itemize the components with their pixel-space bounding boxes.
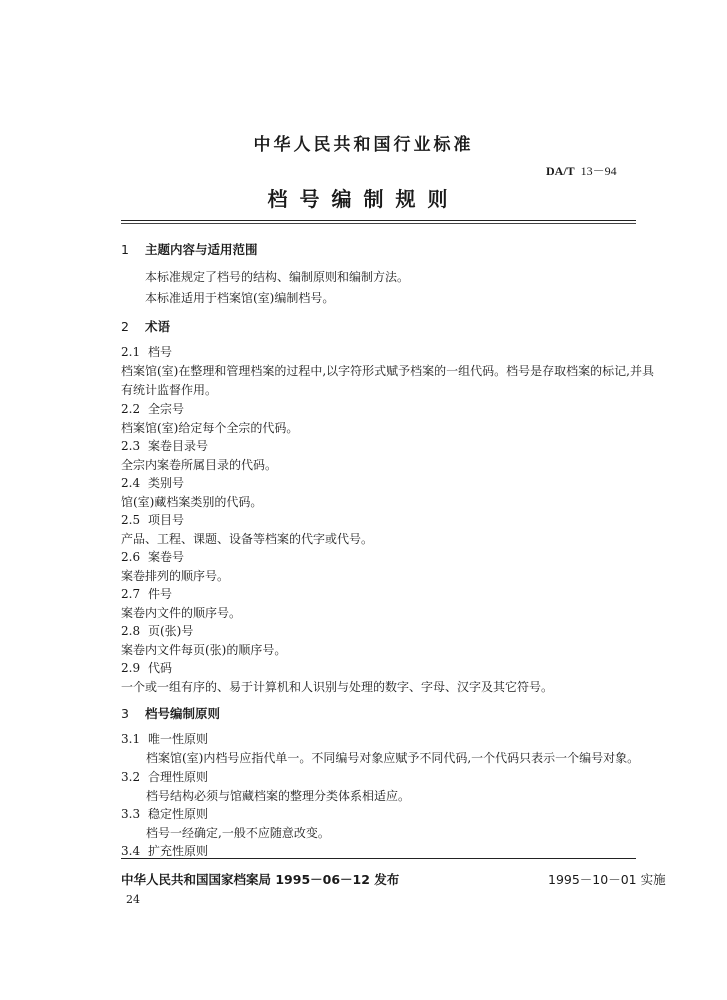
bottom-rule bbox=[121, 858, 636, 859]
principle-number: 3.4 bbox=[121, 844, 141, 858]
term-heading bbox=[121, 548, 184, 565]
term-name: 类别号 bbox=[148, 476, 185, 490]
section-number: 1 bbox=[121, 242, 129, 257]
term-number: 2.6 bbox=[121, 550, 141, 564]
principle-name: 唯一性原则 bbox=[148, 732, 209, 746]
term-number: 2.3 bbox=[121, 439, 141, 453]
principle-name: 合理性原则 bbox=[148, 770, 209, 784]
term-definition: 产品、工程、课题、设备等档案的代字或代号。 bbox=[121, 532, 374, 546]
issuer-line: 中华人民共和国国家档案局 1995－06－12 发布 bbox=[121, 872, 400, 887]
term-name: 档号 bbox=[148, 345, 173, 359]
principle-heading bbox=[121, 842, 208, 859]
term-name: 全宗号 bbox=[148, 402, 185, 416]
principle-text: 档号结构必须与馆藏档案的整理分类体系相适应。 bbox=[146, 789, 411, 803]
principle-text: 档案馆(室)内档号应指代单一。不同编号对象应赋予不同代码,一个代码只表示一个编号对象。 bbox=[146, 751, 640, 765]
term-number: 2.1 bbox=[121, 345, 141, 359]
principle-name: 扩充性原则 bbox=[148, 844, 209, 858]
term-name: 代码 bbox=[148, 661, 173, 675]
code-prefix: DA/T bbox=[546, 164, 575, 178]
term-definition: 一个或一组有序的、易于计算机和人识别与处理的数字、字母、汉字及其它符号。 bbox=[121, 680, 554, 694]
term-heading bbox=[121, 474, 184, 491]
section-heading bbox=[121, 240, 258, 258]
term-heading bbox=[121, 622, 193, 639]
term-definition: 全宗内案卷所属目录的代码。 bbox=[121, 458, 278, 472]
section-heading bbox=[121, 704, 220, 722]
paragraph: 本标准适用于档案馆(室)编制档号。 bbox=[145, 291, 335, 305]
term-heading bbox=[121, 400, 184, 417]
term-name: 项目号 bbox=[148, 513, 185, 527]
term-name: 页(张)号 bbox=[148, 624, 194, 638]
section-number: 3 bbox=[121, 706, 129, 721]
paragraph: 本标准规定了档号的结构、编制原则和编制方法。 bbox=[145, 270, 410, 284]
term-definition: 有统计监督作用。 bbox=[121, 383, 218, 397]
top-rule-thin bbox=[121, 223, 636, 224]
term-heading bbox=[121, 585, 172, 602]
top-rule bbox=[121, 220, 636, 221]
term-number: 2.2 bbox=[121, 402, 141, 416]
term-number: 2.7 bbox=[121, 587, 141, 601]
section-title: 主题内容与适用范围 bbox=[145, 242, 258, 257]
section-title: 术语 bbox=[145, 319, 171, 334]
code-number: 13－94 bbox=[580, 164, 617, 178]
term-definition: 案卷内文件的顺序号。 bbox=[121, 606, 242, 620]
term-heading bbox=[121, 437, 208, 454]
section-number: 2 bbox=[121, 319, 129, 334]
section-heading bbox=[121, 317, 170, 335]
principle-heading bbox=[121, 768, 208, 785]
term-definition: 档案馆(室)在整理和管理档案的过程中,以字符形式赋予档案的一组代码。档号是存取档案的标记,并具 bbox=[121, 364, 654, 378]
term-number: 2.4 bbox=[121, 476, 141, 490]
term-definition: 档案馆(室)给定每个全宗的代码。 bbox=[121, 421, 299, 435]
term-number: 2.9 bbox=[121, 661, 141, 675]
section-title: 档号编制原则 bbox=[145, 706, 221, 721]
term-number: 2.8 bbox=[121, 624, 141, 638]
term-definition: 案卷内文件每页(张)的顺序号。 bbox=[121, 643, 287, 657]
principle-number: 3.2 bbox=[121, 770, 141, 784]
term-heading bbox=[121, 511, 184, 528]
principle-name: 稳定性原则 bbox=[148, 807, 209, 821]
term-definition: 案卷排列的顺序号。 bbox=[121, 569, 230, 583]
effective-date: 1995－10－01 实施 bbox=[548, 872, 666, 887]
principle-text: 档号一经确定,一般不应随意改变。 bbox=[146, 826, 330, 840]
industry-standard-heading: 中华人民共和国行业标准 bbox=[253, 135, 474, 155]
term-name: 案卷目录号 bbox=[148, 439, 209, 453]
principle-number: 3.3 bbox=[121, 807, 141, 821]
standard-code bbox=[546, 162, 617, 179]
term-number: 2.5 bbox=[121, 513, 141, 527]
principle-number: 3.1 bbox=[121, 732, 141, 746]
term-heading bbox=[121, 343, 172, 360]
term-heading bbox=[121, 659, 172, 676]
principle-heading bbox=[121, 805, 208, 822]
term-name: 件号 bbox=[148, 587, 173, 601]
document-title: 档号编制规则 bbox=[267, 187, 460, 211]
term-definition: 馆(室)藏档案类别的代码。 bbox=[121, 495, 263, 509]
page-number: 24 bbox=[126, 893, 140, 906]
term-name: 案卷号 bbox=[148, 550, 185, 564]
principle-heading bbox=[121, 730, 208, 747]
